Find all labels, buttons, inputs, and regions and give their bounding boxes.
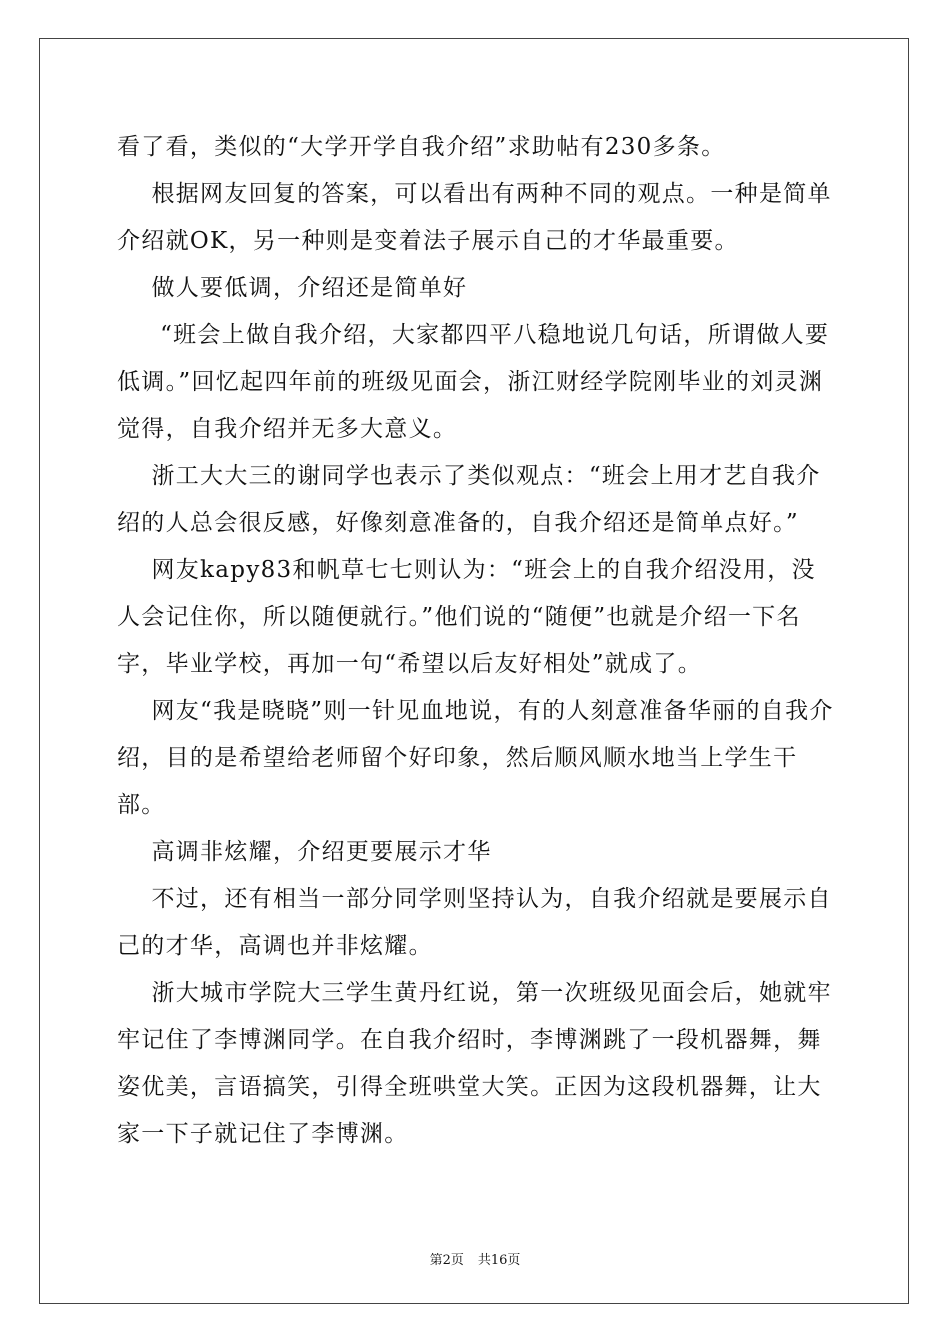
paragraph-3: “班会上做自我介绍，大家都四平八稳地说几句话，所谓做人要低调。”回忆起四年前的班级见面会，浙江财经学院刚毕业的刘灵渊觉得，自我介绍并无多大意义。	[117, 322, 830, 442]
page-number: 第2页	[429, 1253, 464, 1268]
paragraph-5: 网友kapy83和帆草七七则认为：“班会上的自我介绍没用，没人会记住你，所以随便就行。”他们说的“随便”也就是介绍一下名字，毕业学校，再加一句“希望以后友好相处”就成了。	[117, 557, 816, 677]
paragraph-1: 看了看，类似的“大学开学自我介绍”求助帖有230多条。	[117, 134, 726, 160]
page-footer	[0, 1249, 950, 1268]
paragraph-7: 不过，还有相当一部分同学则坚持认为，自我介绍就是要展示自己的才华，高调也并非炫耀。	[117, 886, 832, 959]
paragraph-4: 浙工大大三的谢同学也表示了类似观点：“班会上用才艺自我介绍的人总会很反感，好像刻意准备的，自我介绍还是简单点好。”	[117, 463, 821, 536]
paragraph-8: 浙大城市学院大三学生黄丹红说，第一次班级见面会后，她就牢牢记住了李博渊同学。在自我介绍时，李博渊跳了一段机器舞，舞姿优美，言语搞笑，引得全班哄堂大笑。正因为这段机器舞，让大家一下子就记住了李博渊。	[117, 980, 832, 1147]
paragraph-6: 网友“我是晓晓”则一针见血地说，有的人刻意准备华丽的自我介绍，目的是希望给老师留个好印象，然后顺风顺水地当上学生干部。	[117, 698, 834, 818]
document-body	[117, 124, 837, 1158]
page-total: 共16页	[477, 1253, 521, 1268]
section-heading-2: 高调非炫耀，介绍更要展示才华	[117, 839, 492, 865]
paragraph-2: 根据网友回复的答案，可以看出有两种不同的观点。一种是简单介绍就OK，另一种则是变着法子展示自己的才华最重要。	[117, 181, 832, 254]
section-heading-1: 做人要低调，介绍还是简单好	[117, 275, 468, 301]
